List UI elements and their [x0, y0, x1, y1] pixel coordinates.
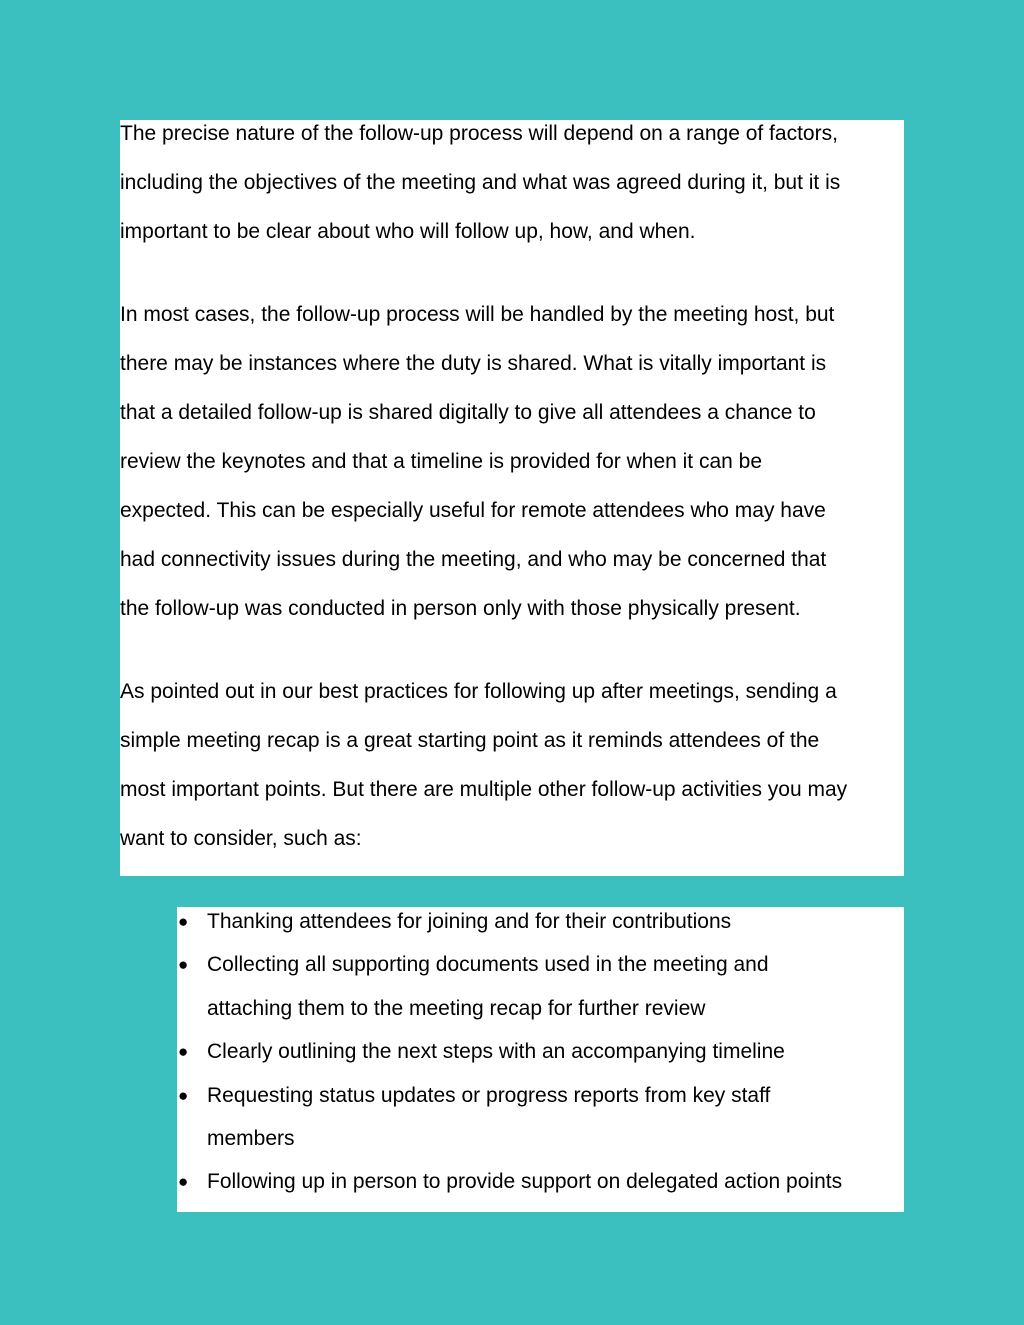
paragraph-line: In most cases, the follow-up process will be handled by the meeting host, but [120, 303, 835, 326]
list-item-text: Clearly outlining the next steps with an accompanying timeline [207, 1040, 785, 1064]
paragraph-follow-up-nature [120, 109, 840, 256]
paragraph-follow-up-host [120, 290, 834, 633]
paragraph-line: including the objectives of the meeting and what was agreed during it, but it is [120, 171, 841, 194]
text-block [120, 120, 904, 876]
paragraph-line: The precise nature of the follow-up process will depend on a range of factors, [120, 122, 838, 145]
bullet-icon: ● [178, 955, 189, 975]
paragraph-best-practices [120, 667, 847, 863]
paragraph-line: important to be clear about who will follow up, how, and when. [120, 220, 696, 243]
paragraph-line: there may be instances where the duty is shared. What is vitally important is [120, 352, 827, 375]
paragraph-line: the follow-up was conducted in person only with those physically present. [120, 597, 801, 620]
follow-up-activities-list [177, 900, 842, 1204]
list-item-text: Following up in person to provide support on delegated action points [207, 1170, 843, 1194]
paragraph-line: review the keynotes and that a timeline is provided for when it can be [120, 450, 763, 473]
list-item [177, 1030, 842, 1073]
paragraph-line: want to consider, such as: [120, 827, 362, 850]
list-item-text: Collecting all supporting documents used in the meeting and [207, 953, 769, 977]
list-item-text: Requesting status updates or progress reports from key staff [207, 1083, 771, 1107]
bullet-icon: ● [178, 1042, 189, 1062]
bullet-icon: ● [178, 1172, 189, 1192]
list-item-text: members [207, 1127, 295, 1151]
paragraph-line: simple meeting recap is a great starting point as it reminds attendees of the [120, 729, 820, 752]
paragraph-line: that a detailed follow-up is shared digitally to give all attendees a chance to [120, 401, 816, 424]
bullet-icon: ● [178, 912, 189, 931]
list-item [177, 900, 842, 943]
list-item-text: attaching them to the meeting recap for further review [207, 996, 706, 1020]
paragraph-line: As pointed out in our best practices for following up after meetings, sending a [120, 680, 837, 703]
list-item-text: Thanking attendees for joining and for their contributions [207, 910, 732, 933]
list-item [177, 1160, 842, 1203]
list-item [177, 943, 842, 1030]
paragraph-line: expected. This can be especially useful for remote attendees who may have [120, 499, 826, 522]
list-item [177, 1074, 842, 1161]
paragraph-line: had connectivity issues during the meeting, and who may be concerned that [120, 548, 827, 571]
bullet-icon: ● [178, 1085, 189, 1105]
paragraph-line: most important points. But there are multiple other follow-up activities you may [120, 778, 848, 801]
follow-up-activities-block [177, 907, 904, 1212]
